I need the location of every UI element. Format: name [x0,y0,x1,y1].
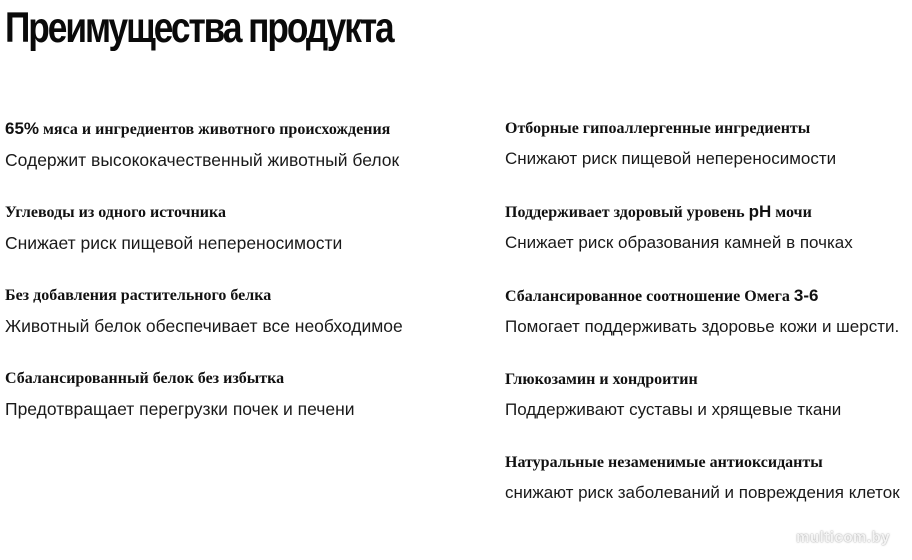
benefit-item-antioxidants [505,448,910,508]
benefit-title: Глюкозамин и хондроитин [505,371,698,388]
benefit-item-meat-content [5,114,445,175]
benefits-left-column [5,114,445,447]
benefit-item-glucosamine [505,365,910,425]
benefit-description: Животный белок обеспечивает все необходимое [5,316,403,336]
benefit-title [5,114,445,145]
benefit-description: Снижает риск пищевой непереносимости [5,233,343,253]
benefit-title-highlight: pH [748,202,772,221]
benefit-title-text: мяса и ингредиентов животного происхождения [39,121,391,138]
page-title: Преимущества продукта [5,4,393,52]
benefit-item-hypoallergenic [505,114,910,174]
benefit-title-text-end: мочи [771,204,812,221]
benefit-title [505,197,910,228]
benefit-description: Поддерживают суставы и хрящевые ткани [505,400,842,419]
benefit-title-highlight: 3-6 [793,286,819,305]
benefit-title: Без добавления растительного белка [5,287,272,304]
benefit-item-balanced-protein [5,364,445,424]
benefit-title [505,114,910,144]
benefit-description: Снижает риск образования камней в почках [505,233,853,252]
watermark-logo: multicom.by [796,529,890,546]
benefit-description: Содержит высококачественный животный белок [5,150,400,170]
benefit-description: Снижают риск пищевой непереносимости [505,149,837,168]
benefit-title: Сбалансированный белок без избытка [5,370,285,387]
benefit-title-percent: 65% [5,119,40,138]
benefit-item-urine-ph [505,197,910,258]
benefit-description: Предотвращает перегрузки почек и печени [5,399,355,419]
benefit-title-text: Отборные гипоаллергенные ингредиенты [505,120,811,137]
benefit-item-single-carb [5,198,445,258]
benefit-title: Натуральные незаменимые антиоксиданты [505,454,823,471]
benefit-title [505,281,910,312]
benefit-title-text: Поддерживает здоровый уровень [505,204,749,221]
benefit-description: Помогает поддерживать здоровье кожи и шерсти. [505,317,900,336]
benefits-right-column [505,114,910,531]
benefit-item-no-plant-protein [5,281,445,341]
benefit-description: снижают риск заболеваний и повреждения клеток [505,483,900,502]
benefit-title: Углеводы из одного источника [5,204,226,221]
benefit-item-omega [505,281,910,342]
benefit-title-text: Сбалансированное соотношение Омега [505,288,794,305]
